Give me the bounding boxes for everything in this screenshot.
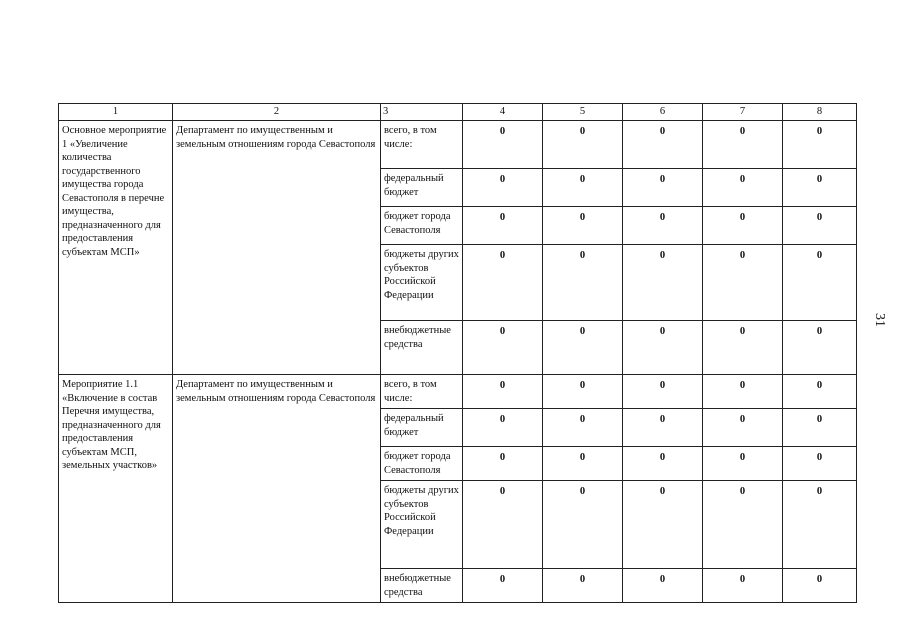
- table-body: [59, 104, 857, 603]
- funding-source: всего, в том числе:: [381, 375, 463, 409]
- funding-value: 0: [623, 207, 703, 245]
- funding-value: 0: [783, 481, 857, 569]
- funding-value: 0: [783, 375, 857, 409]
- funding-value: 0: [703, 321, 783, 375]
- funding-value: 0: [623, 375, 703, 409]
- funding-source: федеральный бюджет: [381, 169, 463, 207]
- table-row: [59, 121, 857, 169]
- table-row: [59, 375, 857, 409]
- funding-value: 0: [463, 375, 543, 409]
- header-col-8: 8: [783, 104, 857, 121]
- funding-source: бюджет города Севастополя: [381, 447, 463, 481]
- funding-value: 0: [463, 409, 543, 447]
- funding-value: 0: [623, 321, 703, 375]
- funding-value: 0: [783, 169, 857, 207]
- funding-source: всего, в том числе:: [381, 121, 463, 169]
- activity-name: Основное мероприятие 1 «Увеличение количества государственного имущества города Севастополя в перечне имущества, предназначенного для предоставления субъектам МСП»: [59, 121, 173, 375]
- funding-value: 0: [703, 481, 783, 569]
- funding-value: 0: [783, 207, 857, 245]
- funding-value: 0: [703, 121, 783, 169]
- funding-source: бюджет города Севастополя: [381, 207, 463, 245]
- funding-value: 0: [463, 321, 543, 375]
- funding-value: 0: [543, 569, 623, 603]
- header-col-3: 3: [381, 104, 463, 121]
- funding-value: 0: [783, 321, 857, 375]
- funding-value: 0: [623, 481, 703, 569]
- funding-table: [58, 103, 857, 603]
- funding-value: 0: [703, 409, 783, 447]
- funding-value: 0: [783, 447, 857, 481]
- funding-value: 0: [703, 569, 783, 603]
- funding-value: 0: [783, 569, 857, 603]
- funding-value: 0: [543, 481, 623, 569]
- funding-value: 0: [623, 409, 703, 447]
- header-row: [59, 104, 857, 121]
- header-col-4: 4: [463, 104, 543, 121]
- funding-value: 0: [703, 207, 783, 245]
- header-col-2: 2: [173, 104, 381, 121]
- funding-source: внебюджетные средства: [381, 321, 463, 375]
- funding-value: 0: [703, 447, 783, 481]
- activity-name: Мероприятие 1.1 «Включение в состав Перечня имущества, предназначенного для предоставления субъектам МСП, земельных участков»: [59, 375, 173, 603]
- funding-value: 0: [543, 121, 623, 169]
- funding-value: 0: [623, 569, 703, 603]
- executor-name: Департамент по имущественным и земельным отношениям города Севастополя: [173, 121, 381, 375]
- funding-value: 0: [623, 121, 703, 169]
- funding-value: 0: [543, 409, 623, 447]
- header-col-1: 1: [59, 104, 173, 121]
- funding-value: 0: [463, 207, 543, 245]
- page-number: 31: [872, 313, 887, 327]
- funding-source: бюджеты других субъектов Российской Федерации: [381, 245, 463, 321]
- header-col-7: 7: [703, 104, 783, 121]
- funding-source: внебюджетные средства: [381, 569, 463, 603]
- funding-value: 0: [463, 447, 543, 481]
- funding-value: 0: [703, 245, 783, 321]
- funding-value: 0: [703, 169, 783, 207]
- funding-value: 0: [463, 569, 543, 603]
- executor-name: Департамент по имущественным и земельным отношениям города Севастополя: [173, 375, 381, 603]
- funding-value: 0: [543, 207, 623, 245]
- funding-value: 0: [463, 121, 543, 169]
- funding-source: бюджеты других субъектов Российской Федерации: [381, 481, 463, 569]
- funding-value: 0: [703, 375, 783, 409]
- funding-value: 0: [543, 447, 623, 481]
- funding-value: 0: [543, 321, 623, 375]
- funding-value: 0: [543, 245, 623, 321]
- funding-source: федеральный бюджет: [381, 409, 463, 447]
- funding-value: 0: [623, 447, 703, 481]
- header-col-6: 6: [623, 104, 703, 121]
- funding-value: 0: [463, 481, 543, 569]
- funding-value: 0: [543, 375, 623, 409]
- funding-value: 0: [623, 245, 703, 321]
- funding-value: 0: [783, 121, 857, 169]
- funding-value: 0: [463, 245, 543, 321]
- funding-value: 0: [783, 245, 857, 321]
- funding-value: 0: [543, 169, 623, 207]
- funding-value: 0: [783, 409, 857, 447]
- header-col-5: 5: [543, 104, 623, 121]
- funding-value: 0: [623, 169, 703, 207]
- funding-value: 0: [463, 169, 543, 207]
